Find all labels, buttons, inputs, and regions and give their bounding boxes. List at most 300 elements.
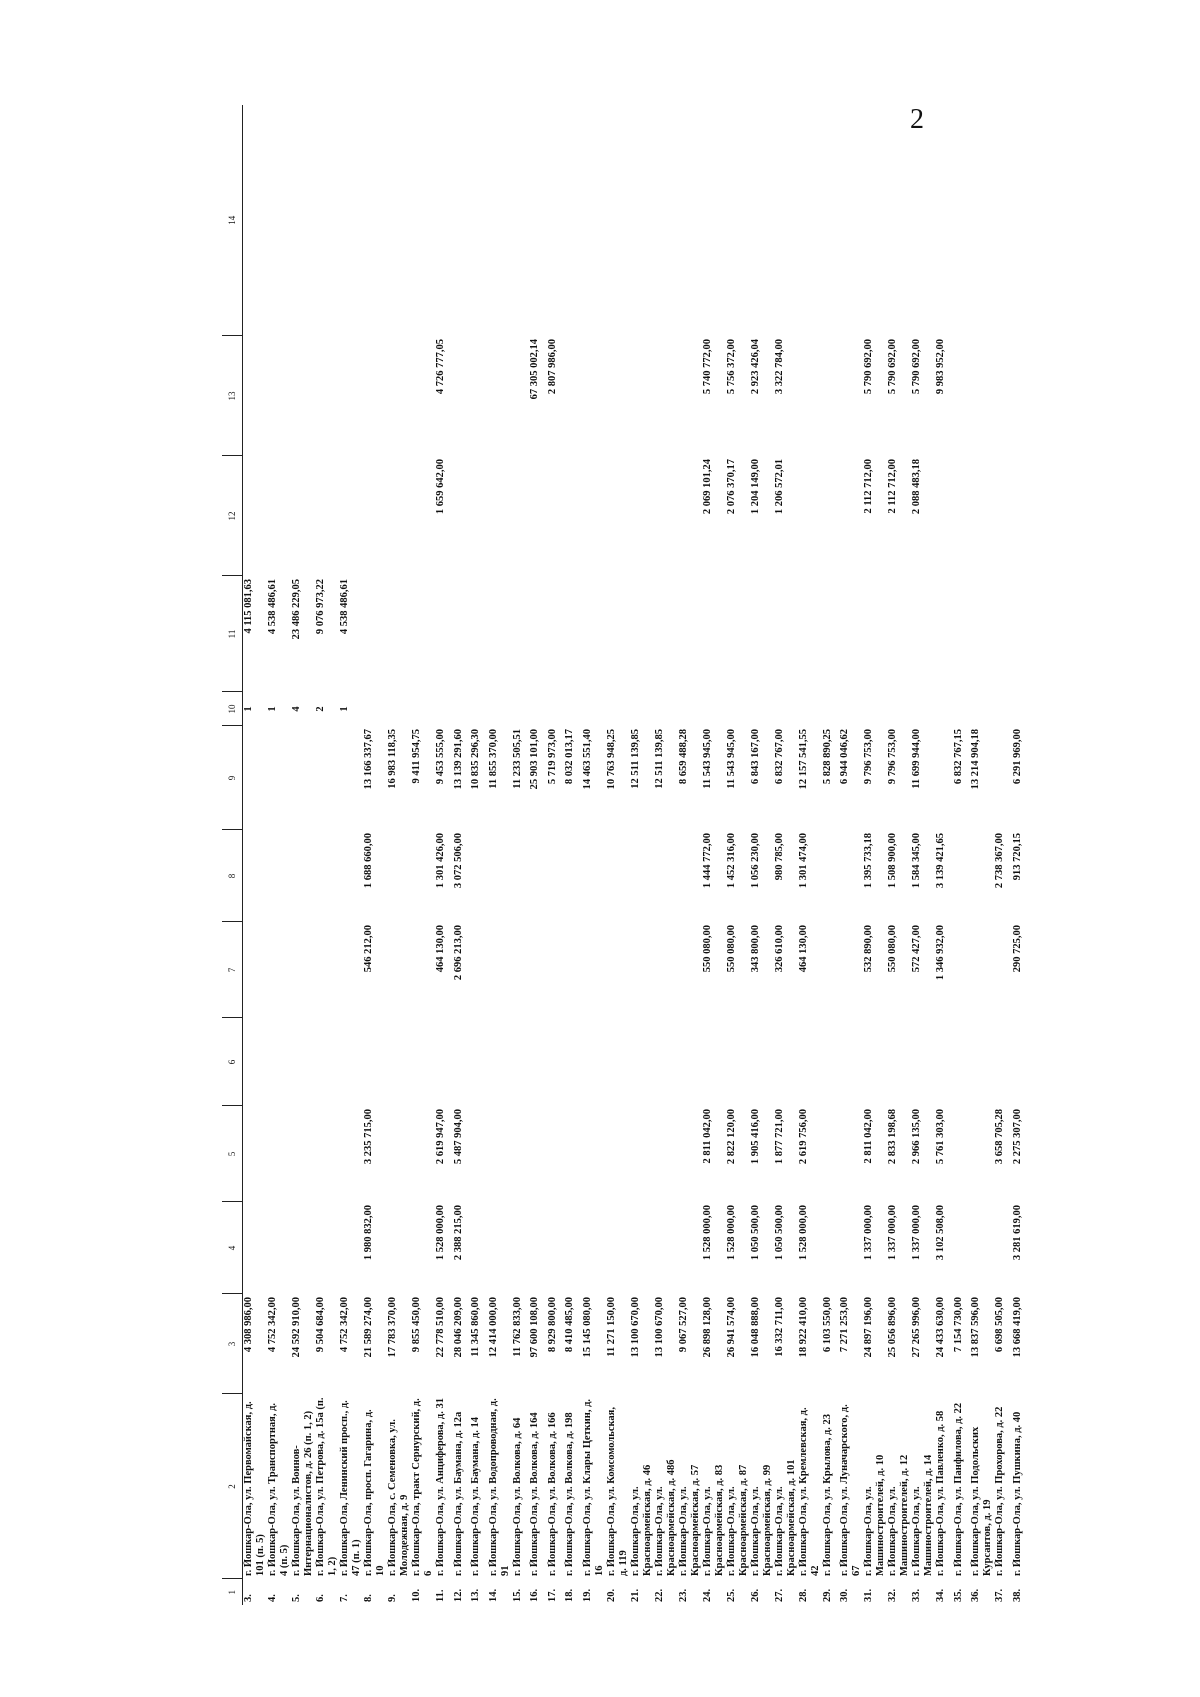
amount-cell: 13 100 670,00 bbox=[653, 1297, 665, 1358]
amount-cell: 1 528 000,00 bbox=[435, 1205, 446, 1261]
row-number: 36. bbox=[970, 1588, 981, 1602]
column-header-2: 2 bbox=[222, 1394, 243, 1579]
amount-cell bbox=[606, 922, 630, 1018]
amount-cell bbox=[435, 692, 453, 726]
amount-cell bbox=[488, 576, 512, 692]
amount-cell bbox=[291, 105, 315, 336]
amount-cell: 913 720,15 bbox=[1011, 833, 1023, 881]
row-number: 16. bbox=[529, 1588, 540, 1602]
row-number: 28. bbox=[797, 1588, 809, 1602]
amount-cell bbox=[970, 692, 994, 726]
amount-cell: 15 145 080,00 bbox=[581, 1297, 593, 1358]
amount-cell bbox=[291, 1018, 315, 1106]
amount-cell bbox=[453, 1018, 471, 1106]
amount-cell bbox=[243, 1018, 268, 1106]
amount-cell bbox=[953, 1202, 971, 1294]
amount-cell bbox=[453, 692, 471, 726]
amount-cell bbox=[630, 105, 654, 336]
amount-cell bbox=[547, 830, 565, 922]
amount-cell bbox=[822, 576, 840, 692]
amount-cell: 3 281 619,00 bbox=[1011, 1205, 1023, 1261]
amount-cell bbox=[363, 576, 387, 692]
amount-cell: 2 811 042,00 bbox=[701, 1109, 713, 1164]
amount-cell bbox=[654, 456, 678, 576]
amount-cell bbox=[512, 830, 530, 922]
row-number: 10. bbox=[411, 1588, 422, 1602]
amount-cell bbox=[1012, 692, 1030, 726]
address-cell: г. Йошкар-Ола, ул. Красноармейская, д. 87 bbox=[725, 1464, 749, 1576]
amount-cell bbox=[267, 1018, 291, 1106]
row-number: 13. bbox=[470, 1588, 481, 1602]
address-cell: г. Йошкар-Ола, ул. Красноармейская, д. 101 bbox=[773, 1459, 797, 1576]
amount-cell: 27 265 996,00 bbox=[911, 1297, 922, 1358]
amount-cell bbox=[822, 1202, 840, 1294]
amount-cell bbox=[839, 1106, 863, 1202]
address-cell: г. Йошкар-Ола, ул. Подольских Курсантов, д. 19 bbox=[970, 1426, 993, 1576]
amount-cell bbox=[654, 1018, 678, 1106]
amount-cell bbox=[953, 830, 971, 922]
table-row bbox=[606, 105, 630, 1605]
amount-cell bbox=[822, 922, 840, 1018]
amount-cell: 3 102 508,00 bbox=[935, 1205, 946, 1261]
amount-cell bbox=[564, 1018, 582, 1106]
amount-cell bbox=[470, 1106, 488, 1202]
amount-cell bbox=[606, 105, 630, 336]
column-header-12: 12 bbox=[222, 456, 243, 576]
column-header-8: 8 bbox=[222, 830, 243, 922]
amount-cell: 6 698 505,00 bbox=[994, 1297, 1005, 1353]
amount-cell: 21 589 274,00 bbox=[363, 1297, 374, 1358]
amount-cell bbox=[529, 456, 547, 576]
amount-cell bbox=[1012, 576, 1030, 692]
amount-cell bbox=[582, 576, 606, 692]
amount-cell bbox=[564, 830, 582, 922]
amount-cell: 25 903 101,00 bbox=[529, 729, 540, 790]
amount-cell bbox=[512, 336, 530, 456]
amount-cell bbox=[582, 692, 606, 726]
amount-cell bbox=[291, 726, 315, 830]
amount-cell bbox=[363, 456, 387, 576]
amount-cell bbox=[606, 830, 630, 922]
row-number: 20. bbox=[605, 1588, 617, 1602]
amount-cell bbox=[839, 1202, 863, 1294]
amount-cell bbox=[488, 1106, 512, 1202]
amount-cell bbox=[512, 1018, 530, 1106]
amount-cell: 16 332 711,00 bbox=[773, 1297, 785, 1357]
address-cell: г. Йошкар-Ола, ул. Крылова, д. 23 bbox=[821, 1413, 833, 1576]
amount-cell: 3 235 715,00 bbox=[363, 1109, 374, 1165]
amount-cell: 97 600 108,00 bbox=[529, 1297, 540, 1358]
amount-cell bbox=[453, 336, 471, 456]
amount-cell bbox=[953, 1018, 971, 1106]
amount-cell bbox=[750, 1018, 774, 1106]
amount-cell: 4 115 081,63 bbox=[243, 579, 254, 634]
amount-cell bbox=[606, 576, 630, 692]
amount-cell bbox=[606, 1018, 630, 1106]
amount-cell bbox=[512, 692, 530, 726]
amount-cell bbox=[654, 830, 678, 922]
amount-cell: 2 388 215,00 bbox=[452, 1205, 464, 1261]
amount-cell bbox=[547, 576, 565, 692]
address-cell: г. Йошкар-Ола, ул. Машиностроителей, д. 14 bbox=[911, 1454, 934, 1576]
table-row bbox=[453, 105, 471, 1605]
amount-cell: 572 427,00 bbox=[911, 925, 922, 973]
amount-cell: 1 301 474,00 bbox=[797, 833, 809, 889]
amount-cell bbox=[387, 1018, 411, 1106]
amount-cell: 2 275 307,00 bbox=[1011, 1109, 1023, 1165]
amount-cell: 9 453 555,00 bbox=[435, 729, 446, 785]
amount-cell bbox=[387, 576, 411, 692]
amount-cell bbox=[630, 336, 654, 456]
amount-cell: 464 130,00 bbox=[797, 925, 809, 973]
address-cell: г. Йошкар-Ола, ул. Красноармейская, д. 46 bbox=[629, 1464, 653, 1576]
table-row bbox=[529, 105, 547, 1605]
amount-cell: 5 740 772,00 bbox=[701, 339, 713, 395]
amount-cell: 11 699 944,00 bbox=[911, 729, 922, 789]
amount-cell bbox=[387, 1202, 411, 1294]
amount-cell bbox=[970, 1202, 994, 1294]
table-row bbox=[935, 105, 953, 1605]
amount-cell: 6 832 767,00 bbox=[773, 729, 785, 785]
amount-cell bbox=[678, 922, 702, 1018]
amount-cell bbox=[529, 692, 547, 726]
amount-cell bbox=[470, 1202, 488, 1294]
address-cell: г. Йошкар-Ола, ул. Панфилова, д. 22 bbox=[952, 1402, 964, 1576]
amount-cell bbox=[267, 1106, 291, 1202]
amount-cell: 1 395 733,18 bbox=[863, 833, 874, 889]
amount-cell bbox=[970, 576, 994, 692]
row-number: 38. bbox=[1011, 1588, 1023, 1602]
amount-cell bbox=[970, 105, 994, 336]
amount-cell bbox=[935, 576, 953, 692]
amount-cell bbox=[678, 830, 702, 922]
address-cell: г. Йошкар-Ола, ул. Луначарского, д. 67 bbox=[839, 1404, 862, 1576]
amount-cell bbox=[726, 692, 750, 726]
amount-cell: 5 790 692,00 bbox=[887, 339, 898, 395]
row-number: 27. bbox=[773, 1588, 785, 1602]
column-header-9: 9 bbox=[222, 726, 243, 830]
address-cell: г. Йошкар-Ола, ул. Павленко, д. 58 bbox=[935, 1410, 946, 1576]
table-row bbox=[291, 105, 315, 1605]
amount-cell bbox=[267, 336, 291, 456]
row-number: 3. bbox=[243, 1594, 254, 1602]
amount-cell: 550 080,00 bbox=[725, 925, 737, 973]
amount-cell: 25 056 896,00 bbox=[887, 1297, 898, 1358]
amount-cell: 1 980 832,00 bbox=[363, 1205, 374, 1261]
amount-cell bbox=[953, 692, 971, 726]
amount-cell bbox=[363, 336, 387, 456]
amount-cell: 2 833 198,68 bbox=[887, 1109, 898, 1165]
amount-cell: 1 688 660,00 bbox=[363, 833, 374, 889]
amount-cell bbox=[435, 1018, 453, 1106]
amount-cell bbox=[339, 922, 363, 1018]
amount-cell bbox=[564, 456, 582, 576]
address-cell: г. Йошкар-Ола, просп. Гагарина, д. 10 bbox=[363, 1409, 386, 1576]
amount-cell: 1 337 000,00 bbox=[911, 1205, 922, 1261]
amount-cell bbox=[798, 456, 822, 576]
amount-cell bbox=[935, 456, 953, 576]
amount-cell: 5 761 303,00 bbox=[935, 1109, 946, 1165]
table-row bbox=[387, 105, 411, 1605]
column-header-13: 13 bbox=[222, 336, 243, 456]
amount-cell bbox=[315, 1202, 339, 1294]
amount-cell bbox=[630, 1018, 654, 1106]
amount-cell: 2 966 135,00 bbox=[911, 1109, 922, 1165]
amount-cell: 2 076 370,17 bbox=[725, 459, 737, 515]
amount-cell bbox=[470, 692, 488, 726]
amount-cell bbox=[435, 576, 453, 692]
amount-cell: 1 204 149,00 bbox=[749, 459, 761, 515]
amount-cell: 22 778 510,00 bbox=[435, 1297, 446, 1358]
amount-cell bbox=[512, 922, 530, 1018]
amount-cell bbox=[564, 922, 582, 1018]
amount-cell bbox=[1012, 1018, 1030, 1106]
amount-cell: 2 696 213,00 bbox=[452, 925, 464, 981]
amount-cell: 9 076 973,22 bbox=[315, 579, 326, 635]
address-cell: г. Йошкар-Ола, ул. Волкова, д. 166 bbox=[546, 1412, 558, 1576]
address-cell: г. Йошкар-Ола, ул. Прохорова, д. 22 bbox=[994, 1406, 1005, 1576]
address-cell: г. Йошкар-Ола, ул. Первомайская, д. 101 (п. 5) bbox=[243, 1401, 266, 1576]
address-cell: г. Йошкар-Ола, ул. Транспортная, д. 4 (п. 5) bbox=[267, 1402, 290, 1576]
address-cell: г. Йошкар-Ола, ул. Комсомольская, д. 119 bbox=[605, 1407, 629, 1576]
amount-cell bbox=[839, 336, 863, 456]
amount-cell bbox=[654, 692, 678, 726]
amount-cell bbox=[488, 456, 512, 576]
amount-cell: 5 790 692,00 bbox=[911, 339, 922, 395]
amount-cell: 13 166 337,67 bbox=[363, 729, 374, 790]
amount-cell: 5 828 890,25 bbox=[821, 729, 833, 785]
amount-cell: 23 486 229,05 bbox=[291, 579, 302, 640]
amount-cell bbox=[267, 830, 291, 922]
amount-cell: 9 411 954,75 bbox=[411, 729, 422, 784]
amount-cell bbox=[488, 830, 512, 922]
amount-cell bbox=[315, 726, 339, 830]
amount-cell: 18 922 410,00 bbox=[797, 1297, 809, 1358]
row-number: 30. bbox=[839, 1588, 850, 1602]
amount-cell bbox=[564, 1106, 582, 1202]
amount-cell bbox=[582, 1018, 606, 1106]
amount-cell: 13 139 291,60 bbox=[452, 729, 464, 790]
amount-cell: 2 619 947,00 bbox=[435, 1109, 446, 1165]
amount-cell: 1 050 500,00 bbox=[749, 1205, 761, 1261]
amount-cell bbox=[994, 456, 1012, 576]
row-number: 4. bbox=[267, 1594, 278, 1602]
amount-cell: 1 056 230,00 bbox=[749, 833, 761, 889]
amount-cell: 11 345 860,00 bbox=[470, 1297, 481, 1357]
amount-cell bbox=[970, 1106, 994, 1202]
amount-cell bbox=[387, 692, 411, 726]
amount-cell bbox=[470, 336, 488, 456]
amount-cell bbox=[863, 1018, 887, 1106]
amount-cell: 8 032 013,17 bbox=[564, 729, 575, 785]
amount-cell: 4 bbox=[291, 706, 302, 712]
amount-cell bbox=[387, 336, 411, 456]
amount-cell bbox=[606, 1202, 630, 1294]
amount-cell: 7 154 730,00 bbox=[952, 1297, 964, 1353]
amount-cell bbox=[564, 1202, 582, 1294]
row-number: 32. bbox=[887, 1588, 898, 1602]
table-row bbox=[994, 105, 1012, 1605]
amount-cell bbox=[822, 1018, 840, 1106]
amount-cell bbox=[387, 1106, 411, 1202]
amount-cell bbox=[529, 576, 547, 692]
amount-cell bbox=[315, 1106, 339, 1202]
amount-cell: 8 659 488,28 bbox=[677, 729, 689, 785]
amount-cell: 13 837 596,00 bbox=[970, 1297, 981, 1358]
amount-cell bbox=[411, 576, 435, 692]
amount-cell bbox=[606, 1106, 630, 1202]
amount-cell bbox=[488, 1018, 512, 1106]
address-cell: г. Йошкар-Ола, ул. Петрова, д. 15а (п. 1, 2) bbox=[315, 1397, 338, 1576]
row-number: 23. bbox=[677, 1588, 689, 1602]
table-row bbox=[435, 105, 453, 1605]
amount-cell bbox=[291, 456, 315, 576]
amount-cell bbox=[529, 922, 547, 1018]
amount-cell bbox=[564, 336, 582, 456]
row-number: 22. bbox=[653, 1588, 665, 1602]
amount-cell: 5 487 904,00 bbox=[452, 1109, 464, 1165]
table-row bbox=[911, 105, 935, 1605]
amount-cell bbox=[243, 105, 268, 336]
table-row bbox=[547, 105, 565, 1605]
amount-cell bbox=[453, 576, 471, 692]
amount-cell bbox=[953, 456, 971, 576]
row-number: 25. bbox=[725, 1588, 737, 1602]
amount-cell bbox=[512, 1202, 530, 1294]
amount-cell bbox=[970, 830, 994, 922]
amount-cell: 2 923 426,04 bbox=[749, 339, 761, 395]
address-cell: г. Йошкар-Ола, ул. Машиностроителей, д. 10 bbox=[863, 1454, 886, 1576]
amount-cell: 12 157 541,55 bbox=[797, 729, 809, 790]
amount-cell bbox=[887, 1018, 911, 1106]
table-row bbox=[654, 105, 678, 1605]
column-header-3: 3 bbox=[222, 1294, 243, 1394]
amount-cell: 343 800,00 bbox=[749, 925, 761, 973]
amount-cell: 546 212,00 bbox=[363, 925, 374, 973]
amount-cell bbox=[470, 830, 488, 922]
amount-cell bbox=[994, 576, 1012, 692]
address-cell: г. Йошкар-Ола, ул. Воинов-Интернационалистов, д. 26 (п. 1, 2) bbox=[291, 1410, 314, 1576]
amount-cell bbox=[339, 1202, 363, 1294]
amount-cell: 1 bbox=[267, 706, 278, 712]
amount-cell bbox=[339, 726, 363, 830]
amount-cell bbox=[630, 576, 654, 692]
amount-cell bbox=[387, 922, 411, 1018]
amount-cell: 10 763 948,25 bbox=[605, 729, 617, 790]
amount-cell bbox=[582, 456, 606, 576]
amount-cell bbox=[267, 456, 291, 576]
amount-cell bbox=[678, 1202, 702, 1294]
address-cell: г. Йошкар-Ола, ул. Красноармейская, д. 48б bbox=[653, 1459, 677, 1576]
address-cell: г. Йошкар-Ола, ул. Клары Цеткин, д. 16 bbox=[581, 1398, 605, 1576]
amount-cell bbox=[702, 692, 726, 726]
address-cell: г. Йошкар-Ола, ул. Волкова, д. 64 bbox=[511, 1417, 523, 1576]
column-header-10: 10 bbox=[222, 692, 243, 726]
amount-cell bbox=[470, 456, 488, 576]
amount-cell bbox=[267, 726, 291, 830]
amount-cell bbox=[547, 1202, 565, 1294]
amount-cell bbox=[630, 830, 654, 922]
amount-cell bbox=[911, 576, 935, 692]
amount-cell: 1 050 500,00 bbox=[773, 1205, 785, 1261]
amount-cell bbox=[678, 1106, 702, 1202]
amount-cell bbox=[654, 336, 678, 456]
amount-cell bbox=[606, 456, 630, 576]
row-number: 21. bbox=[629, 1588, 641, 1602]
amount-cell bbox=[315, 922, 339, 1018]
amount-cell bbox=[267, 1202, 291, 1294]
table-row bbox=[702, 105, 726, 1605]
amount-cell bbox=[935, 726, 953, 830]
amount-cell: 1 905 416,00 bbox=[749, 1109, 761, 1165]
table-row bbox=[267, 105, 291, 1605]
amount-cell: 4 752 342,00 bbox=[267, 1297, 278, 1353]
address-cell: г. Йошкар-Ола, ул. Волкова, д. 198 bbox=[564, 1412, 575, 1576]
amount-cell: 2 088 483,18 bbox=[911, 459, 922, 515]
amount-cell: 9 504 684,00 bbox=[315, 1297, 326, 1353]
amount-cell: 2 069 101,24 bbox=[701, 459, 713, 515]
amount-cell bbox=[726, 1018, 750, 1106]
amount-cell: 6 843 167,00 bbox=[749, 729, 761, 785]
amount-cell bbox=[935, 692, 953, 726]
amount-cell bbox=[863, 105, 887, 336]
amount-cell: 9 067 527,00 bbox=[677, 1297, 689, 1353]
table-row bbox=[243, 105, 268, 1605]
amount-cell bbox=[339, 830, 363, 922]
amount-cell bbox=[953, 922, 971, 1018]
amount-cell: 5 719 973,00 bbox=[546, 729, 558, 785]
amount-cell bbox=[582, 830, 606, 922]
amount-cell: 8 929 800,00 bbox=[546, 1297, 558, 1353]
table-row bbox=[339, 105, 363, 1605]
amount-cell bbox=[994, 1018, 1012, 1106]
amount-cell bbox=[315, 456, 339, 576]
amount-cell bbox=[911, 1018, 935, 1106]
amount-cell: 1 584 345,00 bbox=[911, 833, 922, 889]
table-row bbox=[315, 105, 339, 1605]
address-cell: г. Йошкар-Ола, ул. Красноармейская, д. 83 bbox=[701, 1464, 725, 1576]
amount-cell: 14 463 551,40 bbox=[581, 729, 593, 790]
address-cell: г. Йошкар-Ола, ул. Баумана, д. 12а bbox=[452, 1411, 464, 1576]
amount-cell bbox=[678, 456, 702, 576]
amount-cell bbox=[564, 576, 582, 692]
amount-cell bbox=[654, 922, 678, 1018]
amount-cell bbox=[529, 1018, 547, 1106]
amount-cell: 2 619 756,00 bbox=[797, 1109, 809, 1165]
amount-cell: 9 796 753,00 bbox=[887, 729, 898, 785]
amount-cell bbox=[243, 726, 268, 830]
amount-cell: 532 890,00 bbox=[863, 925, 874, 973]
amount-cell: 3 072 506,00 bbox=[452, 833, 464, 889]
row-number: 12. bbox=[452, 1588, 464, 1602]
amount-cell bbox=[411, 105, 435, 336]
address-cell: г. Йошкар-Ола, тракт Сернурский, д. 6 bbox=[411, 1398, 434, 1576]
amount-cell bbox=[488, 1202, 512, 1294]
table-row bbox=[953, 105, 971, 1605]
amount-cell bbox=[750, 576, 774, 692]
amount-cell: 1 346 932,00 bbox=[935, 925, 946, 981]
amount-cell bbox=[839, 105, 863, 336]
amount-cell bbox=[750, 105, 774, 336]
table-row bbox=[774, 105, 798, 1605]
table-row bbox=[488, 105, 512, 1605]
address-cell: г. Йошкар-Ола, ул. Красноармейская, д. 99 bbox=[749, 1464, 773, 1576]
amount-cell: 9 855 450,00 bbox=[411, 1297, 422, 1353]
amount-cell bbox=[863, 692, 887, 726]
amount-cell bbox=[726, 105, 750, 336]
amount-cell bbox=[529, 830, 547, 922]
amount-cell bbox=[547, 922, 565, 1018]
